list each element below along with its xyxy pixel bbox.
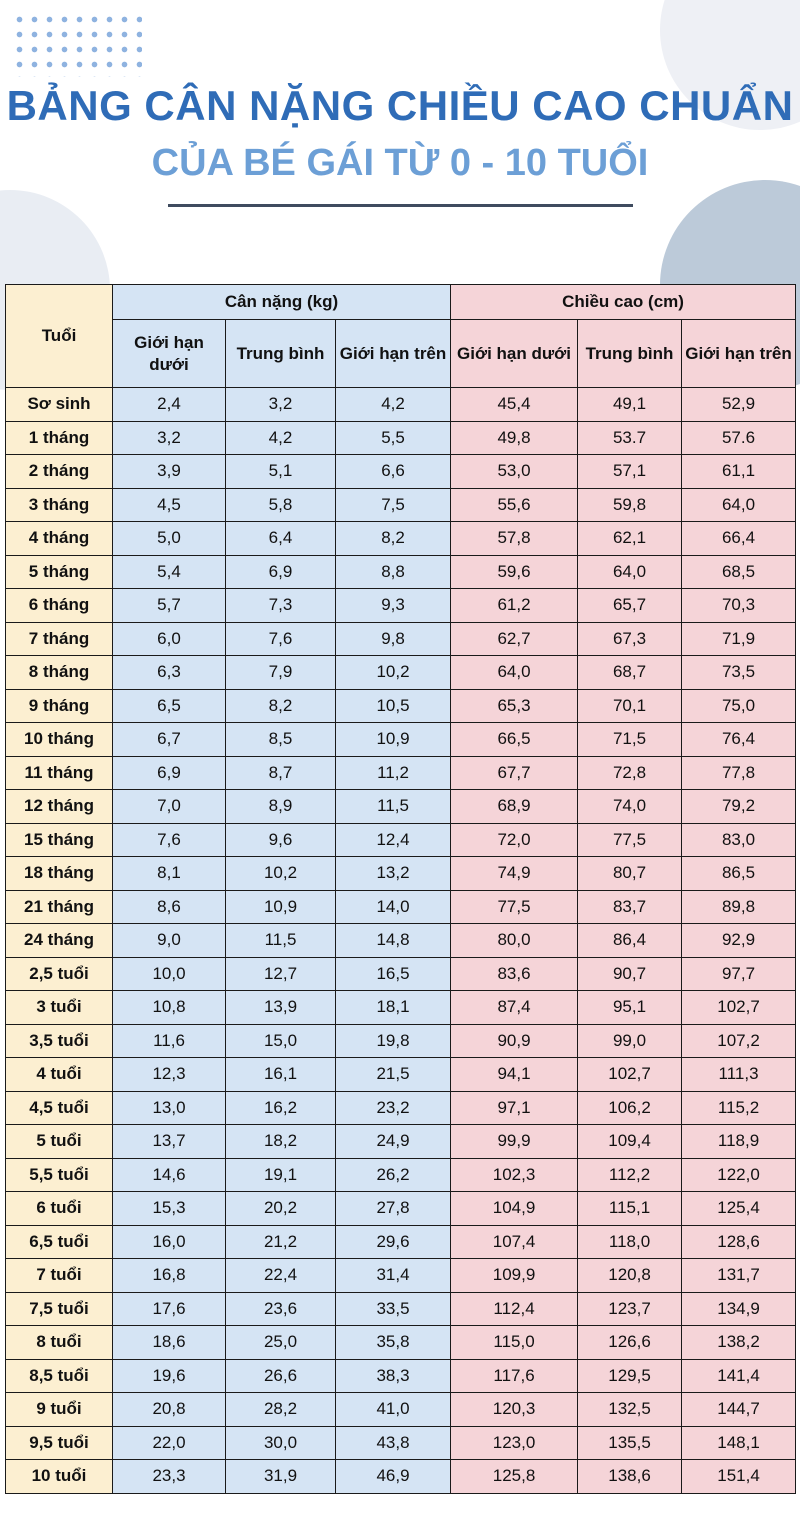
height-average-cell: 102,7 — [578, 1058, 682, 1092]
height-lower-cell: 112,4 — [451, 1292, 578, 1326]
row-age-cell: 4 tháng — [6, 522, 113, 556]
row-age-cell: 3 tuổi — [6, 991, 113, 1025]
height-upper-cell: 64,0 — [682, 488, 796, 522]
row-age-cell: 7,5 tuổi — [6, 1292, 113, 1326]
weight-average-cell: 8,7 — [226, 756, 336, 790]
height-lower-cell: 61,2 — [451, 589, 578, 623]
weight-upper-cell: 16,5 — [336, 957, 451, 991]
weight-lower-cell: 11,6 — [113, 1024, 226, 1058]
weight-average-cell: 6,9 — [226, 555, 336, 589]
row-age-cell: 15 tháng — [6, 823, 113, 857]
weight-average-cell: 8,9 — [226, 790, 336, 824]
height-upper-cell: 134,9 — [682, 1292, 796, 1326]
height-average-cell: 109,4 — [578, 1125, 682, 1159]
height-lower-cell: 72,0 — [451, 823, 578, 857]
weight-average-cell: 10,2 — [226, 857, 336, 891]
weight-upper-cell: 13,2 — [336, 857, 451, 891]
weight-upper-cell: 14,0 — [336, 890, 451, 924]
table-row — [6, 689, 796, 723]
table-row — [6, 823, 796, 857]
height-average-cell: 83,7 — [578, 890, 682, 924]
table-row — [6, 656, 796, 690]
weight-lower-cell: 5,4 — [113, 555, 226, 589]
row-age-cell: 7 tuổi — [6, 1259, 113, 1293]
height-lower-cell: 83,6 — [451, 957, 578, 991]
weight-average-cell: 16,2 — [226, 1091, 336, 1125]
height-average-cell: 65,7 — [578, 589, 682, 623]
height-average-cell: 53.7 — [578, 421, 682, 455]
weight-upper-cell: 21,5 — [336, 1058, 451, 1092]
row-age-cell: 9,5 tuổi — [6, 1426, 113, 1460]
row-age-cell: 6 tuổi — [6, 1192, 113, 1226]
height-lower-cell: 55,6 — [451, 488, 578, 522]
height-average-cell: 120,8 — [578, 1259, 682, 1293]
height-upper-cell: 92,9 — [682, 924, 796, 958]
height-average-cell: 129,5 — [578, 1359, 682, 1393]
height-average-cell: 59,8 — [578, 488, 682, 522]
height-upper-cell: 141,4 — [682, 1359, 796, 1393]
height-lower-cell: 87,4 — [451, 991, 578, 1025]
height-upper-cell: 52,9 — [682, 388, 796, 422]
row-age-cell: 18 tháng — [6, 857, 113, 891]
weight-lower-cell: 6,7 — [113, 723, 226, 757]
weight-upper-cell: 10,2 — [336, 656, 451, 690]
header-weight-lower: Giới hạn dưới — [113, 320, 226, 388]
weight-upper-cell: 10,9 — [336, 723, 451, 757]
row-age-cell: 4,5 tuổi — [6, 1091, 113, 1125]
weight-lower-cell: 22,0 — [113, 1426, 226, 1460]
weight-lower-cell: 4,5 — [113, 488, 226, 522]
weight-lower-cell: 2,4 — [113, 388, 226, 422]
height-lower-cell: 45,4 — [451, 388, 578, 422]
weight-upper-cell: 23,2 — [336, 1091, 451, 1125]
weight-upper-cell: 27,8 — [336, 1192, 451, 1226]
height-lower-cell: 97,1 — [451, 1091, 578, 1125]
table-row — [6, 1426, 796, 1460]
growth-table — [5, 284, 796, 1494]
height-upper-cell: 83,0 — [682, 823, 796, 857]
row-age-cell: 2 tháng — [6, 455, 113, 489]
weight-lower-cell: 7,6 — [113, 823, 226, 857]
weight-upper-cell: 11,2 — [336, 756, 451, 790]
weight-average-cell: 11,5 — [226, 924, 336, 958]
height-lower-cell: 109,9 — [451, 1259, 578, 1293]
weight-lower-cell: 15,3 — [113, 1192, 226, 1226]
weight-lower-cell: 13,0 — [113, 1091, 226, 1125]
row-age-cell: 8 tuổi — [6, 1326, 113, 1360]
weight-lower-cell: 8,6 — [113, 890, 226, 924]
weight-lower-cell: 17,6 — [113, 1292, 226, 1326]
row-age-cell: 8 tháng — [6, 656, 113, 690]
table-row — [6, 924, 796, 958]
weight-lower-cell: 18,6 — [113, 1326, 226, 1360]
row-age-cell: 4 tuổi — [6, 1058, 113, 1092]
page-subtitle: CỦA BÉ GÁI TỪ 0 - 10 TUỔI — [151, 142, 649, 184]
height-average-cell: 126,6 — [578, 1326, 682, 1360]
height-upper-cell: 57.6 — [682, 421, 796, 455]
weight-average-cell: 7,6 — [226, 622, 336, 656]
weight-upper-cell: 12,4 — [336, 823, 451, 857]
weight-lower-cell: 10,0 — [113, 957, 226, 991]
row-age-cell: 3 tháng — [6, 488, 113, 522]
height-average-cell: 135,5 — [578, 1426, 682, 1460]
header-weight: Cân nặng (kg) — [113, 285, 451, 320]
height-upper-cell: 125,4 — [682, 1192, 796, 1226]
height-lower-cell: 67,7 — [451, 756, 578, 790]
weight-lower-cell: 6,3 — [113, 656, 226, 690]
height-lower-cell: 66,5 — [451, 723, 578, 757]
row-age-cell: 12 tháng — [6, 790, 113, 824]
height-average-cell: 86,4 — [578, 924, 682, 958]
weight-upper-cell: 41,0 — [336, 1393, 451, 1427]
table-row — [6, 388, 796, 422]
height-average-cell: 64,0 — [578, 555, 682, 589]
table-row — [6, 756, 796, 790]
height-upper-cell: 73,5 — [682, 656, 796, 690]
table-row — [6, 790, 796, 824]
height-lower-cell: 115,0 — [451, 1326, 578, 1360]
weight-upper-cell: 19,8 — [336, 1024, 451, 1058]
height-average-cell: 123,7 — [578, 1292, 682, 1326]
weight-upper-cell: 10,5 — [336, 689, 451, 723]
height-lower-cell: 94,1 — [451, 1058, 578, 1092]
height-lower-cell: 120,3 — [451, 1393, 578, 1427]
height-average-cell: 106,2 — [578, 1091, 682, 1125]
weight-average-cell: 20,2 — [226, 1192, 336, 1226]
weight-average-cell: 3,2 — [226, 388, 336, 422]
row-age-cell: 6,5 tuổi — [6, 1225, 113, 1259]
header-height-upper: Giới hạn trên — [682, 320, 796, 388]
height-average-cell: 74,0 — [578, 790, 682, 824]
height-upper-cell: 75,0 — [682, 689, 796, 723]
weight-average-cell: 13,9 — [226, 991, 336, 1025]
table-row — [6, 522, 796, 556]
weight-lower-cell: 6,0 — [113, 622, 226, 656]
row-age-cell: 5,5 tuổi — [6, 1158, 113, 1192]
weight-average-cell: 21,2 — [226, 1225, 336, 1259]
weight-average-cell: 22,4 — [226, 1259, 336, 1293]
table-row — [6, 991, 796, 1025]
header-height-average: Trung bình — [578, 320, 682, 388]
height-upper-cell: 102,7 — [682, 991, 796, 1025]
height-upper-cell: 66,4 — [682, 522, 796, 556]
row-age-cell: 10 tháng — [6, 723, 113, 757]
table-row — [6, 957, 796, 991]
height-average-cell: 57,1 — [578, 455, 682, 489]
table-row — [6, 1359, 796, 1393]
height-upper-cell: 76,4 — [682, 723, 796, 757]
row-age-cell: 9 tháng — [6, 689, 113, 723]
height-upper-cell: 77,8 — [682, 756, 796, 790]
weight-lower-cell: 10,8 — [113, 991, 226, 1025]
weight-average-cell: 28,2 — [226, 1393, 336, 1427]
header-weight-average: Trung bình — [226, 320, 336, 388]
height-average-cell: 72,8 — [578, 756, 682, 790]
height-lower-cell: 65,3 — [451, 689, 578, 723]
height-lower-cell: 107,4 — [451, 1225, 578, 1259]
row-age-cell: 8,5 tuổi — [6, 1359, 113, 1393]
weight-average-cell: 23,6 — [226, 1292, 336, 1326]
height-upper-cell: 131,7 — [682, 1259, 796, 1293]
table-row — [6, 1158, 796, 1192]
weight-upper-cell: 33,5 — [336, 1292, 451, 1326]
row-age-cell: 5 tuổi — [6, 1125, 113, 1159]
weight-upper-cell: 14,8 — [336, 924, 451, 958]
height-average-cell: 115,1 — [578, 1192, 682, 1226]
table-row — [6, 1058, 796, 1092]
weight-upper-cell: 31,4 — [336, 1259, 451, 1293]
weight-lower-cell: 6,5 — [113, 689, 226, 723]
weight-average-cell: 30,0 — [226, 1426, 336, 1460]
height-upper-cell: 70,3 — [682, 589, 796, 623]
weight-upper-cell: 4,2 — [336, 388, 451, 422]
table-row — [6, 1024, 796, 1058]
weight-average-cell: 8,5 — [226, 723, 336, 757]
height-upper-cell: 61,1 — [682, 455, 796, 489]
weight-upper-cell: 35,8 — [336, 1326, 451, 1360]
height-lower-cell: 74,9 — [451, 857, 578, 891]
row-age-cell: 6 tháng — [6, 589, 113, 623]
table-row — [6, 622, 796, 656]
row-age-cell: 3,5 tuổi — [6, 1024, 113, 1058]
weight-lower-cell: 16,0 — [113, 1225, 226, 1259]
table-row — [6, 421, 796, 455]
weight-average-cell: 5,8 — [226, 488, 336, 522]
weight-average-cell: 12,7 — [226, 957, 336, 991]
weight-lower-cell: 5,0 — [113, 522, 226, 556]
height-lower-cell: 90,9 — [451, 1024, 578, 1058]
height-lower-cell: 80,0 — [451, 924, 578, 958]
height-upper-cell: 118,9 — [682, 1125, 796, 1159]
height-average-cell: 71,5 — [578, 723, 682, 757]
table-row — [6, 488, 796, 522]
height-average-cell: 70,1 — [578, 689, 682, 723]
weight-average-cell: 19,1 — [226, 1158, 336, 1192]
row-age-cell: Sơ sinh — [6, 388, 113, 422]
weight-lower-cell: 3,9 — [113, 455, 226, 489]
weight-lower-cell: 23,3 — [113, 1460, 226, 1494]
height-upper-cell: 122,0 — [682, 1158, 796, 1192]
row-age-cell: 1 tháng — [6, 421, 113, 455]
weight-upper-cell: 24,9 — [336, 1125, 451, 1159]
weight-lower-cell: 8,1 — [113, 857, 226, 891]
height-lower-cell: 59,6 — [451, 555, 578, 589]
weight-lower-cell: 14,6 — [113, 1158, 226, 1192]
table-row — [6, 857, 796, 891]
height-upper-cell: 68,5 — [682, 555, 796, 589]
weight-average-cell: 7,3 — [226, 589, 336, 623]
height-upper-cell: 148,1 — [682, 1426, 796, 1460]
weight-average-cell: 25,0 — [226, 1326, 336, 1360]
table-row — [6, 1192, 796, 1226]
weight-upper-cell: 5,5 — [336, 421, 451, 455]
height-lower-cell: 125,8 — [451, 1460, 578, 1494]
row-age-cell: 11 tháng — [6, 756, 113, 790]
table-row — [6, 1091, 796, 1125]
row-age-cell: 2,5 tuổi — [6, 957, 113, 991]
weight-lower-cell: 16,8 — [113, 1259, 226, 1293]
height-average-cell: 77,5 — [578, 823, 682, 857]
height-upper-cell: 115,2 — [682, 1091, 796, 1125]
height-lower-cell: 102,3 — [451, 1158, 578, 1192]
height-upper-cell: 79,2 — [682, 790, 796, 824]
height-lower-cell: 68,9 — [451, 790, 578, 824]
height-lower-cell: 62,7 — [451, 622, 578, 656]
row-age-cell: 9 tuổi — [6, 1393, 113, 1427]
height-lower-cell: 99,9 — [451, 1125, 578, 1159]
weight-lower-cell: 7,0 — [113, 790, 226, 824]
weight-upper-cell: 9,3 — [336, 589, 451, 623]
height-upper-cell: 111,3 — [682, 1058, 796, 1092]
weight-average-cell: 16,1 — [226, 1058, 336, 1092]
weight-lower-cell: 20,8 — [113, 1393, 226, 1427]
height-lower-cell: 49,8 — [451, 421, 578, 455]
height-upper-cell: 151,4 — [682, 1460, 796, 1494]
weight-upper-cell: 11,5 — [336, 790, 451, 824]
weight-average-cell: 4,2 — [226, 421, 336, 455]
weight-upper-cell: 18,1 — [336, 991, 451, 1025]
height-upper-cell: 89,8 — [682, 890, 796, 924]
header-age: Tuổi — [6, 285, 113, 388]
header-height: Chiều cao (cm) — [451, 285, 796, 320]
weight-lower-cell: 19,6 — [113, 1359, 226, 1393]
weight-upper-cell: 29,6 — [336, 1225, 451, 1259]
height-average-cell: 118,0 — [578, 1225, 682, 1259]
height-upper-cell: 128,6 — [682, 1225, 796, 1259]
weight-average-cell: 6,4 — [226, 522, 336, 556]
height-average-cell: 138,6 — [578, 1460, 682, 1494]
height-upper-cell: 97,7 — [682, 957, 796, 991]
height-average-cell: 62,1 — [578, 522, 682, 556]
height-average-cell: 99,0 — [578, 1024, 682, 1058]
height-average-cell: 112,2 — [578, 1158, 682, 1192]
weight-upper-cell: 6,6 — [336, 455, 451, 489]
page-title: BẢNG CÂN NẶNG CHIỀU CAO CHUẨN — [6, 82, 794, 129]
table-row — [6, 1292, 796, 1326]
row-age-cell: 10 tuổi — [6, 1460, 113, 1494]
weight-upper-cell: 38,3 — [336, 1359, 451, 1393]
table-row — [6, 1393, 796, 1427]
table-row — [6, 1125, 796, 1159]
weight-lower-cell: 12,3 — [113, 1058, 226, 1092]
height-average-cell: 49,1 — [578, 388, 682, 422]
height-lower-cell: 104,9 — [451, 1192, 578, 1226]
weight-lower-cell: 3,2 — [113, 421, 226, 455]
weight-average-cell: 18,2 — [226, 1125, 336, 1159]
row-age-cell: 5 tháng — [6, 555, 113, 589]
height-lower-cell: 117,6 — [451, 1359, 578, 1393]
title-underline — [168, 204, 633, 207]
table-row — [6, 455, 796, 489]
height-upper-cell: 138,2 — [682, 1326, 796, 1360]
weight-lower-cell: 5,7 — [113, 589, 226, 623]
height-average-cell: 90,7 — [578, 957, 682, 991]
height-lower-cell: 77,5 — [451, 890, 578, 924]
table-body — [6, 388, 796, 1494]
weight-upper-cell: 8,2 — [336, 522, 451, 556]
height-average-cell: 67,3 — [578, 622, 682, 656]
weight-average-cell: 31,9 — [226, 1460, 336, 1494]
header-height-lower: Giới hạn dưới — [451, 320, 578, 388]
weight-average-cell: 7,9 — [226, 656, 336, 690]
weight-upper-cell: 7,5 — [336, 488, 451, 522]
height-upper-cell: 107,2 — [682, 1024, 796, 1058]
weight-upper-cell: 9,8 — [336, 622, 451, 656]
weight-lower-cell: 6,9 — [113, 756, 226, 790]
weight-upper-cell: 8,8 — [336, 555, 451, 589]
weight-upper-cell: 43,8 — [336, 1426, 451, 1460]
height-average-cell: 80,7 — [578, 857, 682, 891]
weight-average-cell: 26,6 — [226, 1359, 336, 1393]
table-row — [6, 723, 796, 757]
weight-average-cell: 5,1 — [226, 455, 336, 489]
weight-upper-cell: 46,9 — [336, 1460, 451, 1494]
height-upper-cell: 71,9 — [682, 622, 796, 656]
weight-average-cell: 8,2 — [226, 689, 336, 723]
weight-lower-cell: 13,7 — [113, 1125, 226, 1159]
row-age-cell: 24 tháng — [6, 924, 113, 958]
table-row — [6, 555, 796, 589]
header-weight-upper: Giới hạn trên — [336, 320, 451, 388]
table-row — [6, 1259, 796, 1293]
row-age-cell: 7 tháng — [6, 622, 113, 656]
table-row — [6, 1460, 796, 1494]
decorative-dot-pattern — [12, 12, 142, 77]
row-age-cell: 21 tháng — [6, 890, 113, 924]
table-row — [6, 1225, 796, 1259]
height-lower-cell: 57,8 — [451, 522, 578, 556]
height-average-cell: 68,7 — [578, 656, 682, 690]
weight-upper-cell: 26,2 — [336, 1158, 451, 1192]
height-lower-cell: 64,0 — [451, 656, 578, 690]
table-row — [6, 890, 796, 924]
height-lower-cell: 123,0 — [451, 1426, 578, 1460]
weight-average-cell: 9,6 — [226, 823, 336, 857]
table-row — [6, 589, 796, 623]
weight-average-cell: 10,9 — [226, 890, 336, 924]
weight-lower-cell: 9,0 — [113, 924, 226, 958]
height-upper-cell: 86,5 — [682, 857, 796, 891]
height-average-cell: 95,1 — [578, 991, 682, 1025]
height-average-cell: 132,5 — [578, 1393, 682, 1427]
weight-average-cell: 15,0 — [226, 1024, 336, 1058]
height-lower-cell: 53,0 — [451, 455, 578, 489]
table-row — [6, 1326, 796, 1360]
height-upper-cell: 144,7 — [682, 1393, 796, 1427]
